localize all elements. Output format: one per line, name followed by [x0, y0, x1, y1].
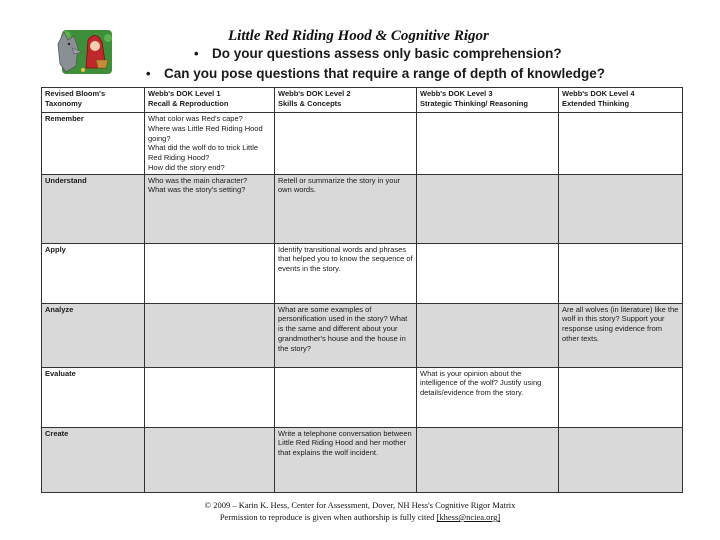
header-dok1-line1: Webb's DOK Level 1: [148, 89, 221, 98]
row-label-evaluate: Evaluate: [42, 367, 145, 427]
header-dok1-line2: Recall & Reproduction: [148, 98, 229, 108]
row-analyze: [42, 303, 683, 367]
header-dok2-line2: Skills & Concepts: [278, 98, 342, 108]
row-label-understand: Understand: [42, 174, 145, 243]
document-title: Little Red Riding Hood & Cognitive Rigor: [228, 28, 489, 44]
header-dok2: [275, 88, 417, 113]
cell-analyze-dok2: What are some examples of personification used in the story? What is the same and different about your grandmother's house and the house in the story?: [275, 303, 417, 367]
cell-evaluate-dok3: What is your opinion about the intelligence of the wolf? Justify using details/evidence from the story.: [417, 367, 559, 427]
question-text: What did the wolf do to trick Little Red Riding Hood?: [148, 143, 259, 162]
row-understand: [42, 174, 683, 243]
author-email-link[interactable]: [khess@nciea.org]: [436, 512, 501, 522]
header-dok4-line2: Extended Thinking: [562, 98, 630, 108]
row-evaluate: [42, 367, 683, 427]
cell-analyze-dok3: [417, 303, 559, 367]
cell-apply-dok4: [559, 243, 683, 303]
row-label-create: Create: [42, 427, 145, 492]
cell-apply-dok2: Identify transitional words and phrases that helped you to know the sequence of events in the story.: [275, 243, 417, 303]
cell-create-dok3: [417, 427, 559, 492]
cell-evaluate-dok1: [145, 367, 275, 427]
logo-leaf-dot: [104, 34, 112, 42]
header-blooms-line1: Revised Bloom's: [45, 89, 106, 98]
cell-remember-dok3: [417, 113, 559, 175]
cell-understand-dok3: [417, 174, 559, 243]
cell-evaluate-dok2: [275, 367, 417, 427]
cell-understand-dok2: Retell or summarize the story in your own words.: [275, 174, 417, 243]
row-apply: [42, 243, 683, 303]
question-text: Where was Little Red Riding Hood going?: [148, 123, 263, 143]
header-dok3-line1: Webb's DOK Level 3: [420, 89, 493, 98]
cell-analyze-dok4: Are all wolves (in literature) like the wolf in this story? Support your response using evidence from other texts.: [559, 303, 683, 367]
flower-icon: [81, 68, 85, 72]
copyright-footer: [0, 500, 720, 522]
cell-create-dok2: Write a telephone conversation between Little Red Riding Hood and her mother that explains the wolf incident.: [275, 427, 417, 492]
wolf-and-red-riding-hood-logo: [52, 26, 122, 78]
cognitive-rigor-matrix: [41, 87, 683, 493]
cell-understand-dok4: [559, 174, 683, 243]
header-dok4-line1: Webb's DOK Level 4: [562, 89, 635, 98]
red-hood-face: [90, 41, 100, 51]
cell-remember-dok4: [559, 113, 683, 175]
cell-apply-dok1: [145, 243, 275, 303]
cell-apply-dok3: [417, 243, 559, 303]
header-blooms-line2: Taxonomy: [45, 98, 82, 108]
footer-permission-text: Permission to reproduce is given when authorship is fully cited: [219, 512, 435, 522]
header-dok3: [417, 88, 559, 113]
row-label-apply: Apply: [42, 243, 145, 303]
cell-remember-dok2: [275, 113, 417, 175]
bullet-question-2: • Can you pose questions that require a range of depth of knowledge?: [164, 66, 605, 81]
header-dok3-line2: Strategic Thinking/ Reasoning: [420, 98, 528, 108]
question-text: Who was the main character?: [148, 175, 248, 185]
header-dok1: [145, 88, 275, 113]
footer-permission-line: [0, 512, 720, 522]
question-text: What was the story's setting?: [148, 185, 246, 195]
row-create: [42, 427, 683, 492]
cell-understand-dok1: [145, 174, 275, 243]
cell-create-dok1: [145, 427, 275, 492]
row-label-remember: Remember: [42, 113, 145, 175]
cell-create-dok4: [559, 427, 683, 492]
basket-icon: [96, 60, 108, 68]
header-blooms: [42, 88, 145, 113]
cell-evaluate-dok4: [559, 367, 683, 427]
cell-remember-dok1: [145, 113, 275, 175]
header-dok4: [559, 88, 683, 113]
wolf-eye: [68, 43, 70, 45]
question-text: What color was Red's cape?: [148, 114, 243, 123]
cell-analyze-dok1: [145, 303, 275, 367]
header-dok2-line1: Webb's DOK Level 2: [278, 89, 351, 98]
question-text: How did the story end?: [148, 162, 225, 172]
row-remember: [42, 113, 683, 175]
matrix-header-row: [42, 88, 683, 113]
bullet-question-1: • Do your questions assess only basic comprehension?: [212, 46, 562, 61]
footer-copyright-line: © 2009 – Karin K. Hess, Center for Assessment, Dover, NH Hess's Cognitive Rigor Matrix: [204, 500, 516, 510]
row-label-analyze: Analyze: [42, 303, 145, 367]
